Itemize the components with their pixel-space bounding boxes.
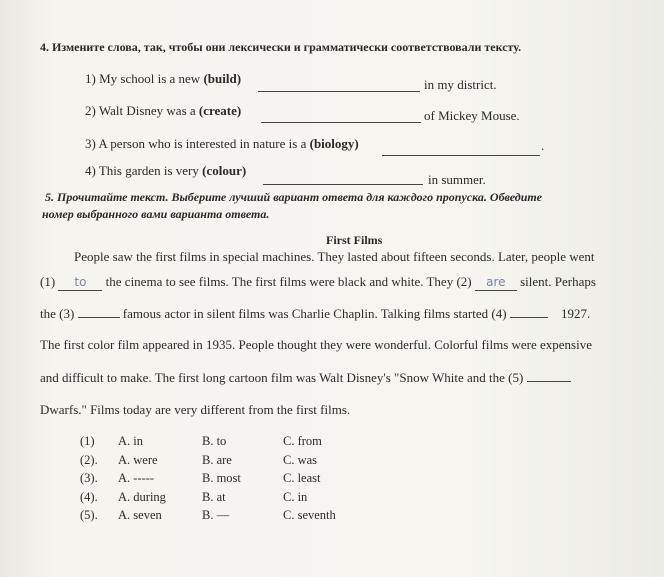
text-line-2: (1) to the cinema to see films. The first films were black and white. They (2) are silent. Perhaps	[40, 274, 596, 289]
answer-blank-3[interactable]	[382, 143, 540, 156]
task-5-heading-line2: номер выбранного вами варианта ответа.	[42, 207, 270, 221]
task-4-item-1-tail: in my district.	[424, 77, 497, 92]
text-title: First Films	[326, 233, 383, 247]
text-line-6: Dwarfs." Films today are very different from the first films.	[40, 402, 351, 417]
task-4-item-2: 2) Walt Disney was a (create)	[85, 103, 242, 118]
task-4-item-1: 1) My school is a new (build)	[85, 71, 242, 86]
options-column-a[interactable]: A. in A. were A. ----- A. during A. seven	[118, 434, 166, 522]
answer-blank-4[interactable]	[263, 172, 423, 185]
task-4-item-3-tail: .	[541, 138, 545, 153]
task-5-heading: 5. Прочитайте текст. Выберите лучший вариант ответа для каждого пропуска. Обведите	[45, 190, 542, 204]
handwritten-answer-2: are	[486, 275, 506, 289]
text-line-3: the (3) famous actor in silent films was Charlie Chaplin. Talking films started (4) 1927.	[40, 306, 591, 321]
task-4-item-4: 4) This garden is very (colour)	[85, 163, 247, 178]
options-column-b[interactable]: B. to B. are B. most B. at B. —	[202, 434, 241, 522]
answer-blank-1[interactable]	[258, 79, 420, 92]
answer-blank-2[interactable]	[261, 110, 421, 123]
text-line-1: People saw the first films in special machines. They lasted about fifteen seconds. Later, people went	[74, 249, 595, 264]
options-numbers: (1) (2). (3). (4). (5).	[80, 434, 98, 522]
handwritten-answer-1: to	[74, 275, 87, 289]
text-line-5: and difficult to make. The first long cartoon film was Walt Disney's "Snow White and the (5)	[40, 369, 571, 386]
task-4-item-2-tail: of Mickey Mouse.	[424, 108, 520, 123]
task-4-item-4-tail: in summer.	[428, 172, 486, 187]
text-line-4: The first color film appeared in 1935. People thought they were wonderful. Colorful films were expensive	[40, 337, 592, 352]
task-4-item-3: 3) A person who is interested in nature is a (biology)	[85, 136, 359, 151]
task-4-heading: 4. Измените слова, так, чтобы они лексически и грамматически соответствовали тексту.	[40, 40, 522, 54]
options-column-c[interactable]: C. from C. was C. least C. in C. seventh	[283, 434, 336, 522]
